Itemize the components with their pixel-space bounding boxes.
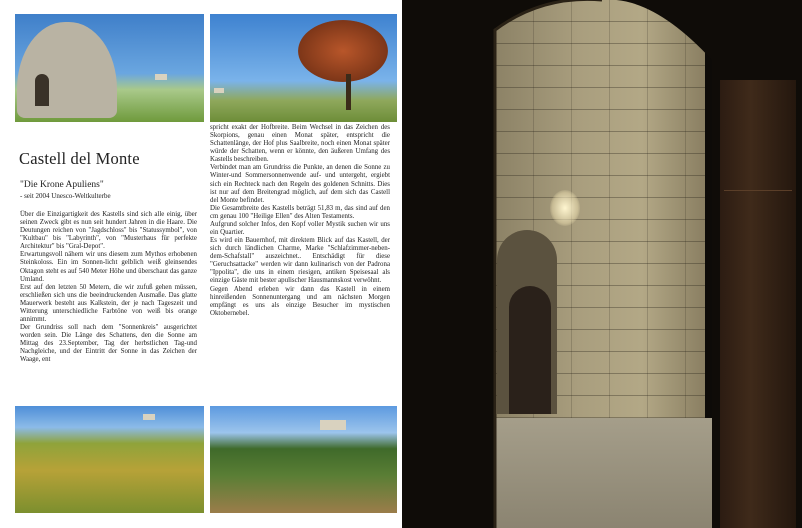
paragraph: Gegen Abend erleben wir dann das Kastell in einem hinreißenden Sonnenuntergang und am nächsten Morgen empfängt es uns als einzige Besucher im mystischen Oktobernebel. [210,285,390,317]
right-page-photo [402,0,802,528]
tree-photo [210,14,397,122]
article-subtitle: "Die Krone Apuliens" [20,180,104,190]
paragraph: Der Grundriss soll nach dem "Sonnenkreis" ausgerichtet worden sein. Die Länge des Schattens, den die Sonne am Mittag des 23.September, Tag der herbstlichen Tag-und Nachgleiche, und der Eintritt der Sonne in das Zeichen der Waage, ent [20,324,197,364]
text-column-2 [210,124,390,318]
wooden-door [720,80,796,528]
paragraph: spricht exakt der Hofbreite. Beim Wechsel in das Zeichen des Skorpions, genau einen Monat später, entspricht die Schattenlänge, der Hof plus Saalbreite, noch einen Monat später würde der Schatten, wenn er könnte, den äußeren Umfang des Kastells beschreiben. [210,124,390,164]
trullo-photo [15,14,204,122]
article-subtitle-note: - seit 2004 Unesco-Weltkulterbe [20,192,111,200]
paragraph: Erwartungsvoll nähern wir uns diesem zum Mythos erhobenen Steinkoloss. Ein im Sonnen-licht gelblich weiß gleinsendes Oktagon steht es auf 540 Meter Höhe und überschaut das ganze Umland. [20,251,197,283]
text-column-1 [20,211,197,364]
tree-trunk [346,74,351,110]
paragraph: Aufgrund solcher Infos, den Kopf voller Mystik suchen wir uns ein Quartier. [210,220,390,237]
trullo-shape [17,22,117,118]
tree-crown [298,20,388,82]
trullo-door [35,74,49,106]
distant-castle [214,88,224,93]
paragraph: Die Gesamtbreite des Kastells beträgt 51,83 m, das sind auf den cm genau 100 "Heilige Ellen" des Alten Testaments. [210,204,390,220]
castle-on-hill [320,420,346,430]
article-title: Castell del Monte [19,149,140,168]
distant-castle [155,74,167,80]
paragraph: Erst auf den letzten 50 Metern, die wir zufuß gehen müssen, erschließen sich uns die beeindruckenden Ausmaße. Das glatte Mauerwerk besteht aus Kalkstein, der je nach Tageszeit und Witterung unterschiedliche Farbtöne von weiß bis orange annimmt. [20,283,197,324]
distant-castle [143,414,155,420]
paragraph: Über die Einzigartigkeit des Kastells sind sich alle einig, über seinen Zweck gibt es nun seit hundert Jahren in die Haare. Die Deutungen reichen von "Jagdschloss" bis "Statussymbol", von "Kultbau" bis "Labyrinth", von "Musterhaus für perfekte Architektur" bis "Gral-Depot". [20,211,197,251]
paragraph: Es wird ein Bauernhof, mit direktem Blick auf das Kastell, der sich durch ländlichen Charme, Marke "Schlafzimmer-neben-dem-Schafstall" auszeichnet.. Entschädigt für diese "Geruchsattacke" werden wir dann kulinarisch von der Padrona "Ippolita", die uns in einem riesigen, antiken Speisesaal als einzige Gäste mit bester apulischer Hausmannskost verwöhnt. [210,237,390,285]
door-rail [724,190,792,191]
vineyard-photo [15,406,204,513]
paragraph: Verbindet man am Grundriss die Punkte, an denen die Sonne zu Winter-und Sommersonnenwende auf- und untergeht, ergiebt sich ein Rechteck nach den Regeln des goldenen Schnitts. Dies ist nur auf dem Breitengrad möglich, auf dem sich das Castell del Monte befindet. [210,164,390,204]
castle-hill-photo [210,406,397,513]
